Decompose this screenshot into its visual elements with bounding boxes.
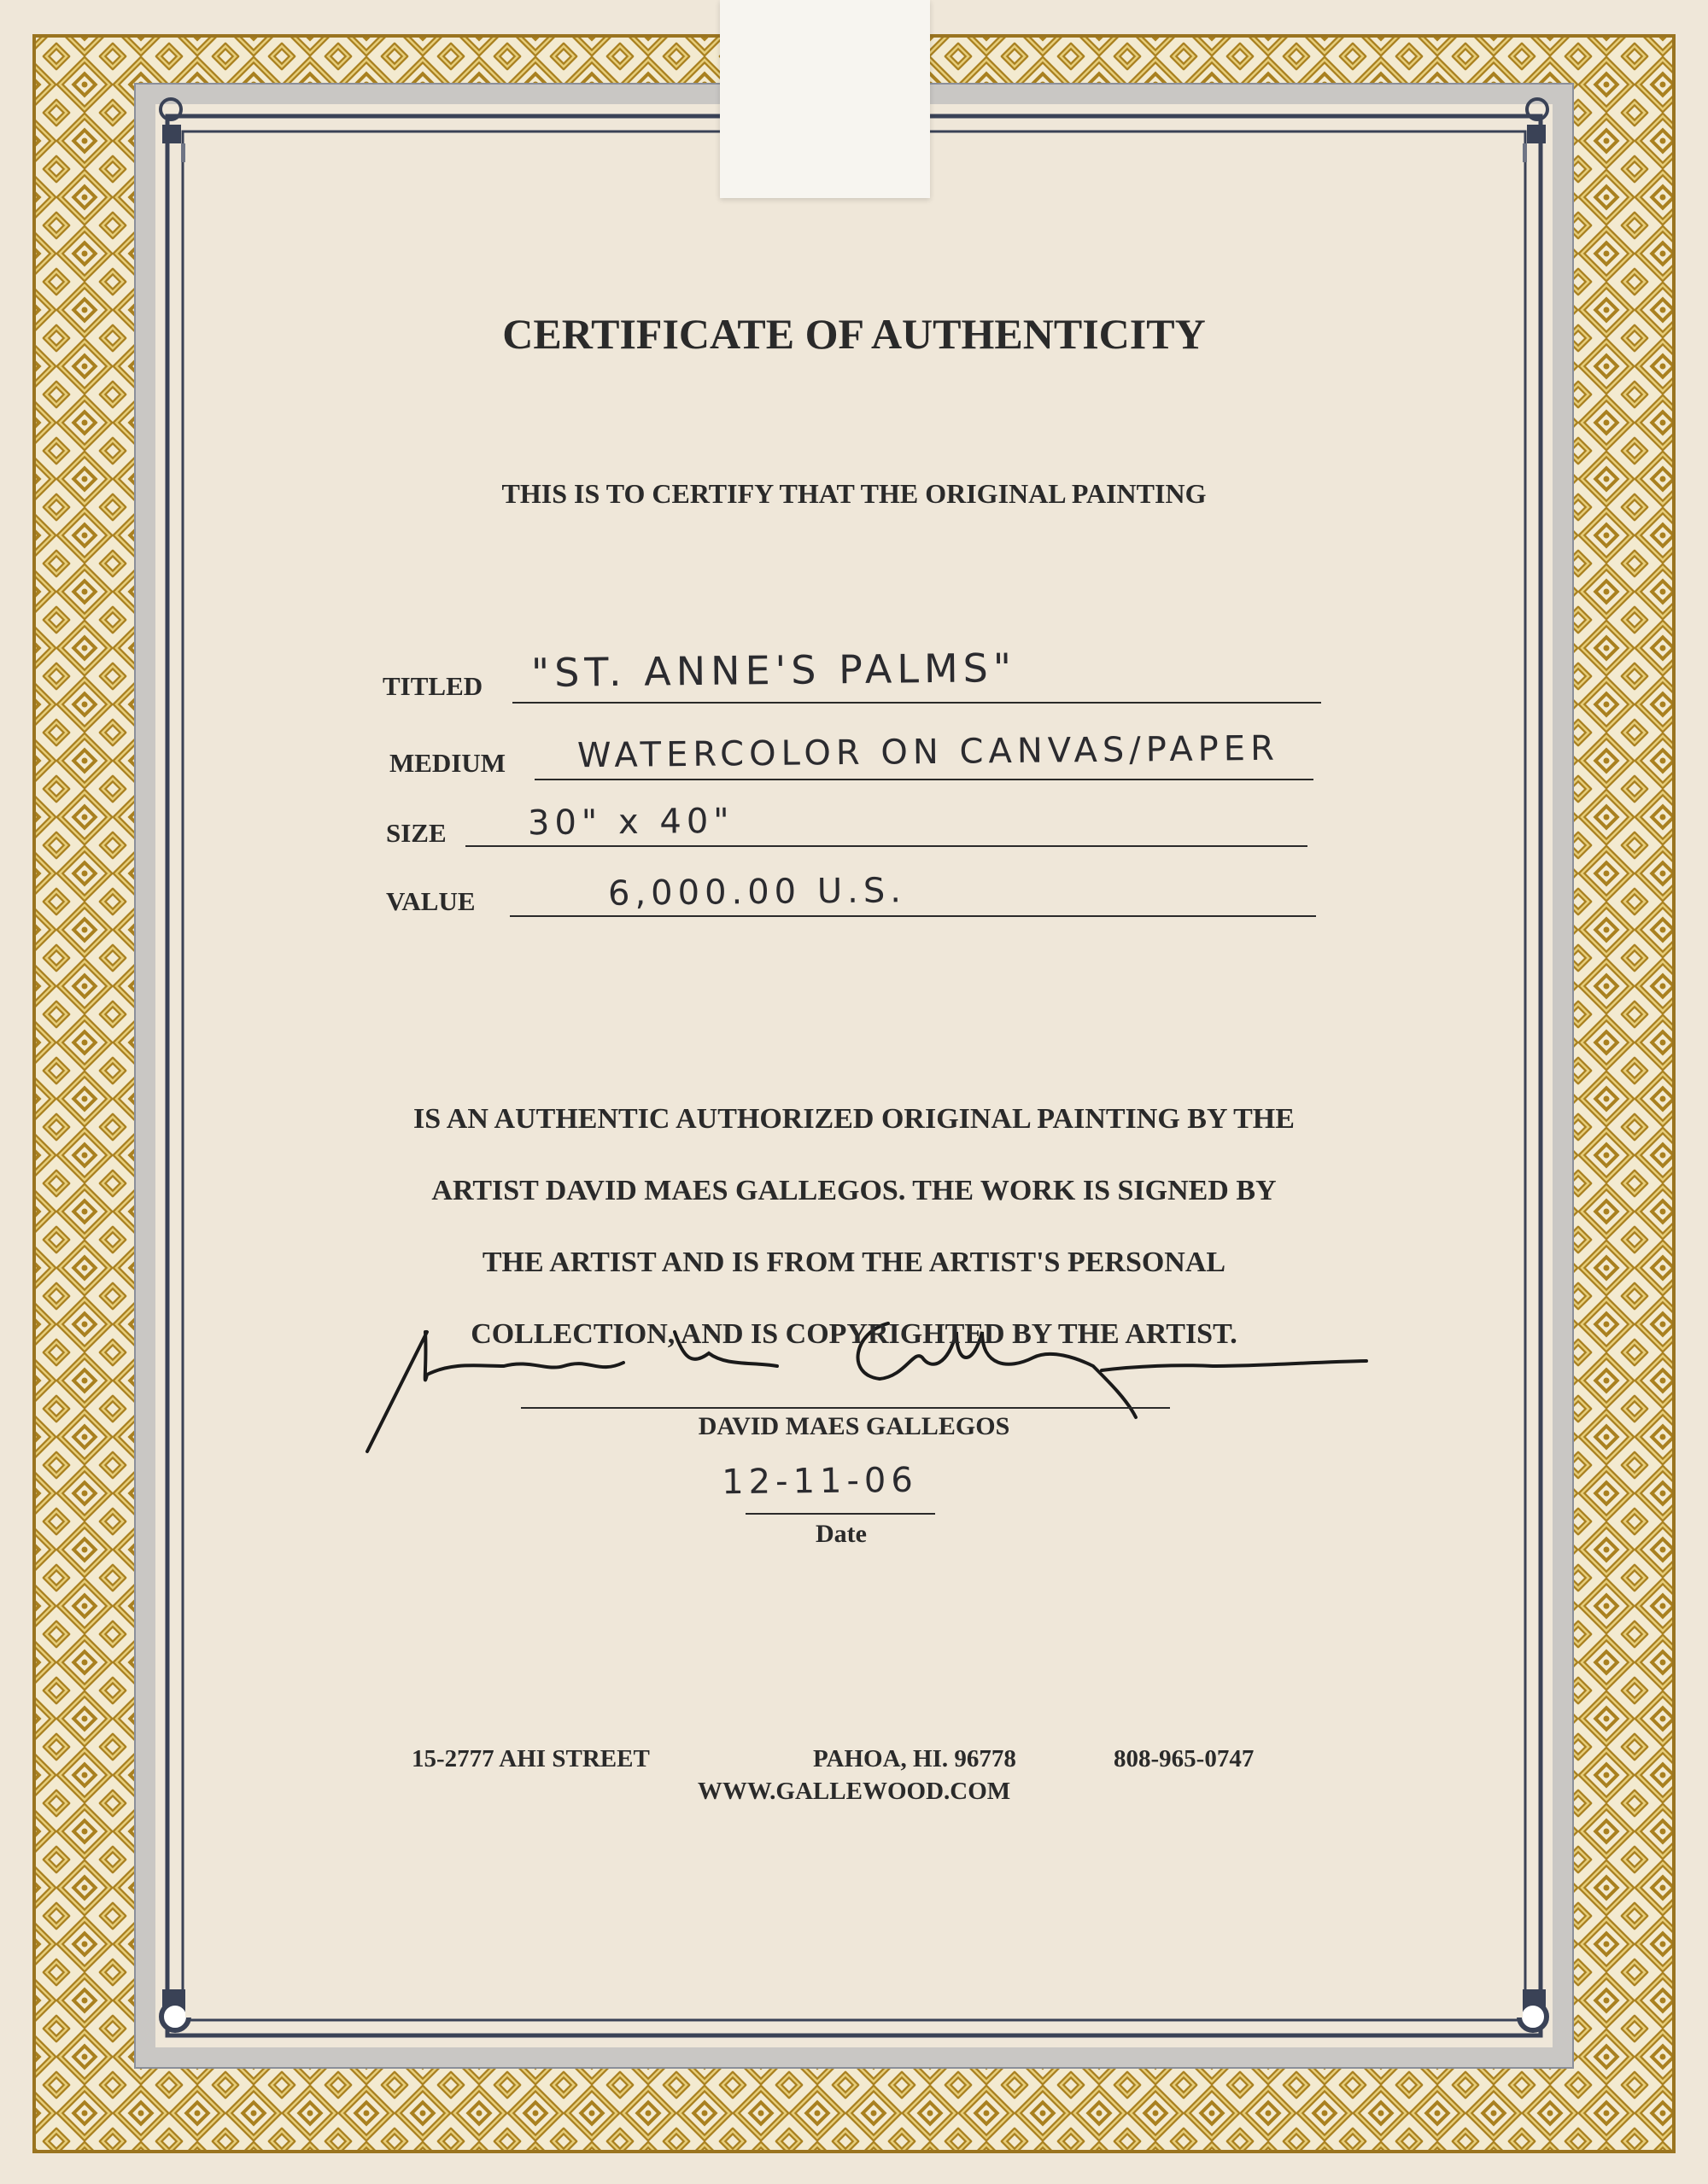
- phone: 808-965-0747: [1114, 1745, 1255, 1772]
- field-line-value: [510, 915, 1316, 917]
- address: 15-2777 AHI STREET: [412, 1745, 650, 1772]
- website: WWW.GALLEWOOD.COM: [697, 1778, 1011, 1805]
- field-line-titled: [512, 702, 1321, 704]
- date-label: Date: [816, 1520, 867, 1548]
- field-value-titled: "ST. ANNE'S PALMS": [530, 645, 1017, 696]
- date-line: [746, 1513, 935, 1515]
- certificate-title: CERTIFICATE OF AUTHENTICITY: [502, 310, 1206, 358]
- field-line-medium: [535, 779, 1313, 780]
- field-value-size: 30" x 40": [527, 801, 734, 844]
- field-label-size: SIZE: [386, 818, 447, 848]
- date-value: 12-11-06: [721, 1460, 919, 1503]
- field-label-medium: MEDIUM: [389, 748, 506, 778]
- field-value-medium: WATERCOLOR ON CANVAS/PAPER: [576, 728, 1280, 776]
- field-value-value: 6,000.00 U.S.: [607, 871, 907, 914]
- statement-line: COLLECTION, AND IS COPYRIGHTED BY THE ARTIST.: [471, 1318, 1237, 1350]
- statement-line: ARTIST DAVID MAES GALLEGOS. THE WORK IS SIGNED BY: [431, 1175, 1277, 1206]
- tape-strip: [720, 0, 930, 198]
- certify-intro: THIS IS TO CERTIFY THAT THE ORIGINAL PAINTING: [501, 478, 1207, 509]
- statement-line: IS AN AUTHENTIC AUTHORIZED ORIGINAL PAINTING BY THE: [413, 1103, 1295, 1135]
- statement-line: THE ARTIST AND IS FROM THE ARTIST'S PERSONAL: [482, 1247, 1226, 1278]
- signer-name: DAVID MAES GALLEGOS: [698, 1412, 1010, 1440]
- field-line-size: [465, 845, 1307, 847]
- authenticity-statement: [256, 1066, 1452, 1388]
- field-label-value: VALUE: [386, 886, 476, 916]
- city-zip: PAHOA, HI. 96778: [813, 1745, 1016, 1772]
- signature-line: [521, 1407, 1170, 1409]
- field-label-titled: TITLED: [383, 671, 483, 701]
